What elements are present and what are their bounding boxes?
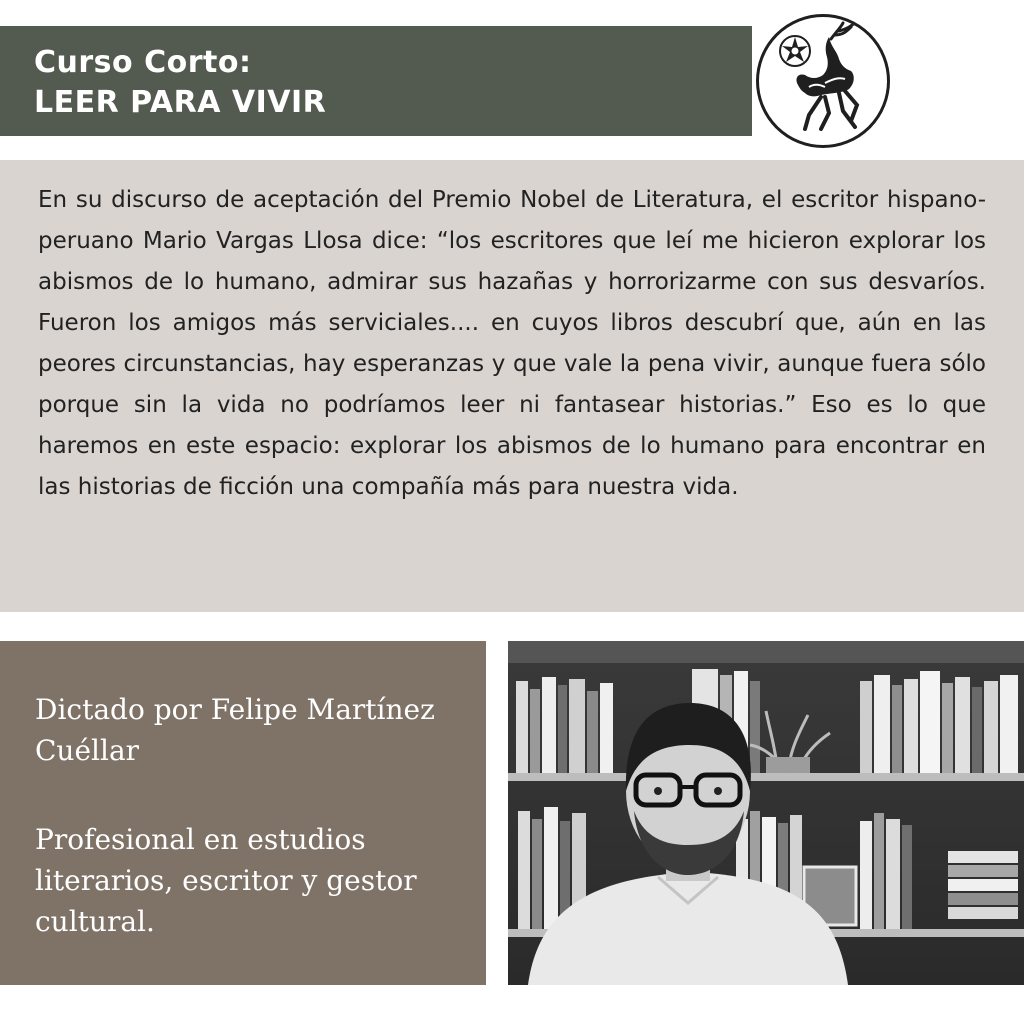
quote-section xyxy=(0,160,1024,612)
course-title-heading: LEER PARA VIVIR xyxy=(34,85,327,120)
instructor-info-box xyxy=(0,641,486,985)
instructor-name: Dictado por Felipe Martínez Cuéllar xyxy=(35,693,435,767)
instructor-description: Profesional en estudios literarios, escritor y gestor cultural. xyxy=(35,823,417,938)
deer-emblem-icon xyxy=(756,14,890,148)
quote-paragraph: En su discurso de aceptación del Premio Nobel de Literatura, el escritor hispano-peruano Mario Vargas Llosa dice: “los escritores que leí me hicieron explorar los abismos de lo humano, admirar sus hazañas y horrorizarme con sus desvaríos. Fueron los amigos más serviciales.... en cuyos libros descubrí que, aún en las peores circunstancias, hay esperanzas y que vale la pena vivir, aunque fuera sólo porque sin la vida no podríamos leer ni fantasear historias.” Eso es lo que haremos en este espacio: explorar los abismos de lo humano para encontrar en las historias de ficción una compañía más para nuestra vida. xyxy=(38,187,986,500)
course-type-heading: Curso Corto: xyxy=(34,45,252,80)
instructor-photo xyxy=(508,641,1024,985)
title-banner xyxy=(0,26,752,136)
